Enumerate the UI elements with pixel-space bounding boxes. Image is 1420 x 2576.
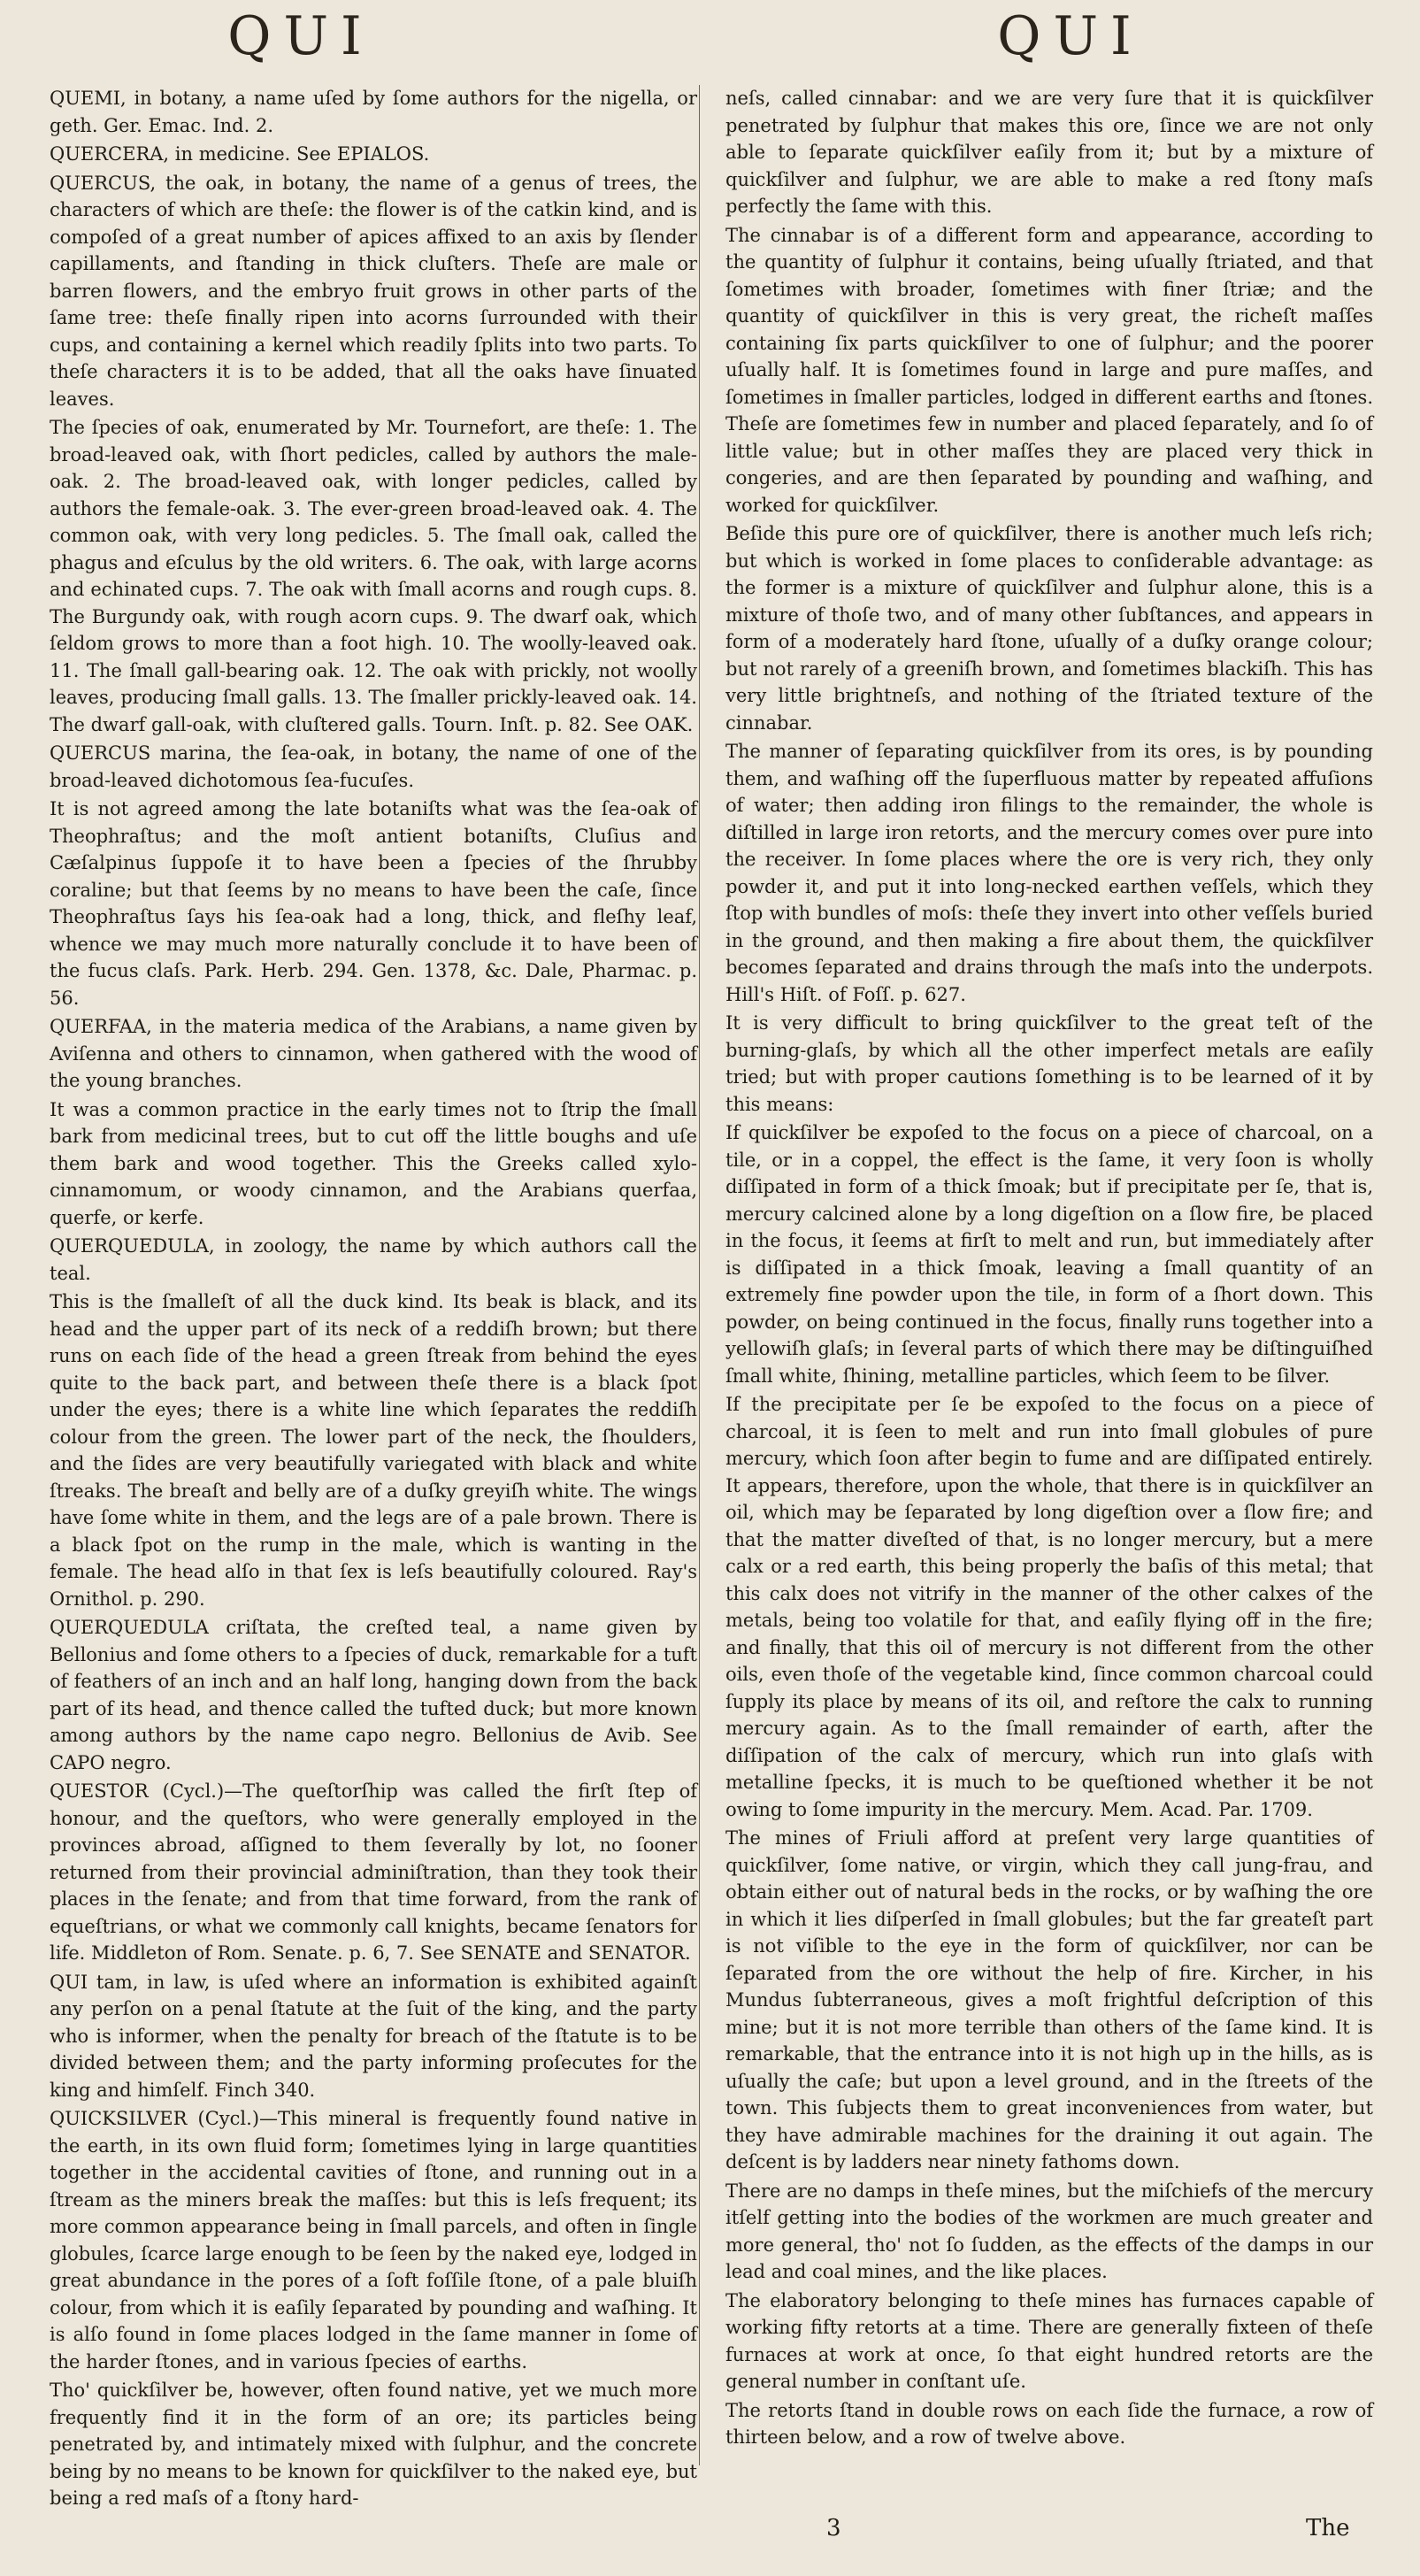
entry-querfaa: QUERFAA, in the materia medica of the Arabians, a name given by Aviſenna and others to cinnamon, when gathered with the wood of the young branches. bbox=[50, 1016, 697, 1091]
paragraph-separation: The manner of ſeparating quickſilver from its ores, is by pounding them, and waſhing off the ſuperfluous matter by repeated affuſions of water; then adding iron filings to the remainder, the whole is diſtilled in large iron retorts, and the mercury comes over pure into the receiver. In ſome places where the ore is very rich, they only powder it, and put it into long-necked earthen veſſels, which they ſtop with bundles of moſs: theſe they invert into other veſſels buried in the ground, and then making a fire about them, the quickſilver becomes ſeparated and drains through the maſs into the underpots. Hill's Hiſt. of Foſſ. p. 627. bbox=[725, 741, 1373, 1005]
right-column bbox=[725, 85, 1373, 2451]
paragraph-cinnabar: neſs, called cinnabar: and we are very ſure that it is quickſilver penetrated by ſulphur that makes this ore, ſince we are not only able to ſeparate quickſilver eaſily from it; but by a mixture of quickſilver and ſulphur, we are able to make a red ſtony maſs perfectly the ſame with this. bbox=[725, 88, 1373, 217]
entry-quercera: QUERCERA, in medicine. See EPIALOS. bbox=[50, 143, 430, 165]
paragraph-quicksilver-ore: Tho' quickſilver be, however, often found native, yet we much more frequently find it in the form of an ore; its particles being penetrated by, and intimately mixed with ſulphur, and the concrete being by no means to be known for quickſilver to the naked eye, but being a red maſs of a ſtony hard- bbox=[50, 2380, 697, 2509]
column-divider bbox=[699, 85, 700, 2465]
entry-quercus-marina: QUERCUS marina, the ſea-oak, in botany, the name of one of the broad-leaved dichotomous ſea-fucuſes. bbox=[50, 742, 697, 791]
paragraph-damps: There are no damps in theſe mines, but the miſchiefs of the mercury itſelf getting into the bodies of the workmen are much greater and more general, tho' not ſo ſudden, as the effects of the damps in our lead and coal mines, and the like places. bbox=[725, 2180, 1373, 2282]
catchword: The bbox=[1306, 2515, 1350, 2541]
paragraph-sea-oak: It is not agreed among the late botaniſts what was the ſea-oak of Theophraſtus; and the moſt antient botaniſts, Cluſius and Cæſalpinus ſuppoſe it to have been a ſpecies of the ſhrubby coraline; but that ſeems by no means to have been the caſe, ſince Theophraſtus ſays his ſea-oak had a long, thick, and fleſhy leaf, whence we may much more naturally conclude it to have been of the fucus claſs. Park. Herb. 294. Gen. 1378, &c. Dale, Pharmac. p. 56. bbox=[50, 798, 697, 1009]
entry-qui-tam: QUI tam, in law, is uſed where an information is exhibited againſt any perſon on a penal ſtatute at the ſuit of the king, and the party who is informer, when the penalty for breach of the ſtatute is to be divided between them; and the party informing proſecutes for the king and himſelf. Finch 340. bbox=[50, 1971, 697, 2101]
paragraph-retorts: The retorts ſtand in double rows on each ſide the furnace, a row of thirteen below, and a row of twelve above. bbox=[725, 2399, 1373, 2448]
paragraph-teal-description: This is the ſmalleſt of all the duck kind. Its beak is black, and its head and the upper part of its neck of a reddiſh brown; but there runs on each ſide of the head a green ſtreak from behind the eyes quite to the back part, and between theſe there is a black ſpot under the eyes; there is a white line which ſeparates the reddiſh colour from the green. The lower part of the neck, the ſhoulders, and the ſides are very beautifully variegated with black and white ſtreaks. The breaſt and belly are of a duſky greyiſh white. The wings have ſome white in them, and the legs are of a pale brown. There is a black ſpot on the rump in the male, which is wanting in the female. The head alſo in that ſex is leſs beautifully coloured. Ray's Ornithol. p. 290. bbox=[50, 1291, 697, 1610]
paragraph-elaboratory: The elaboratory belonging to theſe mines has furnaces capable of working fifty retorts at a time. There are generally fixteen of theſe furnaces at work at once, ſo that eight hundred retorts are the general number in conſtant uſe. bbox=[725, 2289, 1373, 2392]
paragraph-cinnamon-bark: It was a common practice in the early times not to ſtrip the ſmall bark from medicinal trees, but to cut off the little boughs and uſe them bark and wood together. This the Greeks called xylo-cinnamomum, or woody cinnamon, and the Arabians querfaa, querfe, or kerfe. bbox=[50, 1098, 697, 1228]
entry-querquedula: QUERQUEDULA, in zoology, the name by which authors call the teal. bbox=[50, 1235, 697, 1284]
entry-quemi: QUEMI, in botany, a name uſed by ſome authors for the nigella, or geth. Ger. Emac. Ind. 2. bbox=[50, 88, 697, 136]
entry-quercus: QUERCUS, the oak, in botany, the name of a genus of trees, the characters of which are theſe: the flower is of the catkin kind, and is compoſed of a great number of apices affixed to an axis by ſlender capillaments, and ſtanding in thick cluſters. Theſe are male or barren flowers, and the embryo fruit grows in other parts of the ſame tree: theſe finally ripen into acorns ſurrounded with their cups, and containing a kernel which readily ſplits into two parts. To theſe characters it is to be added, that all the oaks have ſinuated leaves. bbox=[50, 172, 697, 410]
paragraph-cinnabar-forms: The cinnabar is of a different form and appearance, according to the quantity of ſulphur it contains, being uſually ſtriated, and that ſometimes with broader, ſometimes with finer ſtriæ; and the quantity of quickſilver in this is very great, the richeſt maſſes containing ſix parts quickſilver to one of ſulphur; and the poorer uſually half. It is ſometimes found in large and pure maſſes, and ſometimes in ſmaller particles, lodged in different earths and ſtones. Theſe are ſometimes few in number and placed ſeparately, and ſo of little value; but in other maſſes they are placed very thick in congeries, and are then ſeparated by pounding and waſhing, and worked for quickſilver. bbox=[725, 224, 1373, 516]
entry-questor: QUESTOR (Cycl.)—The queſtorſhip was called the firſt ſtep of honour, and the queſtors, who were generally employed in the provinces abroad, aſſigned to them ſeverally by lot, no ſooner returned from their provincial adminiſtration, than they took their places in the ſenate; and from that time forward, from the rank of equeſtrians, or what we commonly call knights, became ſenators for life. Middleton of Rom. Senate. p. 6, 7. See SENATE and SENATOR. bbox=[50, 1780, 697, 1964]
paragraph-poorer-ore: Beſide this pure ore of quickſilver, there is another much leſs rich; but which is worked in ſome places to conſiderable advantage: as the former is a mixture of quickſilver and ſulphur alone, this is a mixture of thoſe two, and of many other ſubſtances, and appears in form of a moderately hard ſtone, uſually of a duſky orange colour; but not rarely of a greeniſh brown, and ſometimes blackiſh. This has very little brightneſs, and nothing of the ſtriated texture of the cinnabar. bbox=[725, 523, 1373, 734]
paragraph-oak-species: The ſpecies of oak, enumerated by Mr. Tournefort, are theſe: 1. The broad-leaved oak, with ſhort pedicles, called by authors the male-oak. 2. The broad-leaved oak, with longer pedicles, called by authors the female-oak. 3. The ever-green broad-leaved oak. 4. The common oak, with very long pedicles. 5. The ſmall oak, called the phagus and eſculus by the old writers. 6. The oak, with large acorns and echinated cups. 7. The oak with ſmall acorns and rough cups. 8. The Burgundy oak, with rough acorn cups. 9. The dwarf oak, which ſeldom grows to more than a foot high. 10. The woolly-leaved oak. 11. The ſmall gall-bearing oak. 12. The oak with prickly, not woolly leaves, producing ſmall galls. 13. The ſmaller prickly-leaved oak. 14. The dwarf gall-oak, with cluſtered galls. Tourn. Inſt. p. 82. See OAK. bbox=[50, 417, 697, 735]
entry-quicksilver: QUICKSILVER (Cycl.)—This mineral is frequently found native in the earth, in its own fluid form; ſometimes lying in large quantities together in the accidental cavities of ſtone, and running out in a ſtream as the miners break the maſſes: but this is leſs frequent; its more common appearance being in ſmall parcels, and often in ſingle globules, ſcarce large enough to be ſeen by the naked eye, lodged in great abundance in the pores of a ſoft foſſile ſtone, of a pale bluiſh colour, from which it is eaſily ſeparated by pounding and waſhing. It is alſo found in ſome places lodged in the ſame manner in ſome of the harder ſtones, and in various ſpecies of earths. bbox=[50, 2108, 697, 2372]
page-number: 3 bbox=[826, 2515, 841, 2541]
left-column bbox=[50, 85, 697, 2512]
paragraph-precipitate: If the precipitate per ſe be expoſed to the focus on a piece of charcoal, it is ſeen to melt and run into ſmall globules of pure mercury, which ſoon after begin to fume and are diſſipated entirely. It appears, therefore, upon the whole, that there is in quickſilver an oil, which may be ſeparated by long digeſtion over a ſlow fire; and that the matter diveſted of that, is no longer mercury, but a mere calx or a red earth, this being properly the baſis of this metal; that this calx does not vitrify in the manner of the other calxes of the metals, being too volatile for that, and eaſily flying off in the fire; and finally, that this oil of mercury is not different from the other oils, even thoſe of the vegetable kind, ſince common charcoal could ſupply its place by means of its oil, and reſtore the calx to running mercury again. As to the ſmall remainder of earth, after the diſſipation of the calx of mercury, which run into glaſs with metalline ſpecks, it is much to be queſtioned whether it be not owing to ſome impurity in the mercury. Mem. Acad. Par. 1709. bbox=[725, 1394, 1373, 1820]
paragraph-friuli-mines: The mines of Friuli afford at preſent very large quantities of quickſilver, ſome native, or virgin, which they call jung-frau, and obtain either out of natural beds in the rocks, or by waſhing the ore in which it lies diſperſed in ſmall globules; but the far greateſt part is not viſible to the eye in the form of quickſilver, nor can be ſeparated from the ore without the help of fire. Kircher, in his Mundus ſubterraneous, gives a moſt frightful deſcription of this mine; but it is not more terrible than others of the ſame kind. It is remarkable, that the entrance into it is not high up in the hills, as is uſually the caſe; but upon a level ground, and in the ſtreets of the town. This ſubjects them to great inconveniences from water, but they have admirable machines for the draining it out again. The deſcent is by ladders near ninety fathoms down. bbox=[725, 1827, 1373, 2172]
running-head-left: QUI bbox=[227, 5, 374, 67]
running-head-right: QUI bbox=[997, 5, 1144, 67]
entry-querquedula-cristata: QUERQUEDULA criſtata, the creſted teal, a name given by Bellonius and ſome others to a ſpecies of duck, remarkable for a tuft of feathers of an inch and an half long, hanging down from the back part of its head, and thence called the tufted duck; but more known among authors by the name capo negro. Bellonius de Avib. See CAPO negro. bbox=[50, 1617, 697, 1773]
paragraph-focus-charcoal: If quickſilver be expoſed to the focus on a piece of charcoal, on a tile, or in a coppel, the effect is the ſame, it very ſoon is wholly diſſipated in form of a thick ſmoak; but if precipitate per ſe, that is, mercury calcined alone by a long digeſtion on a ſlow fire, be placed in the focus, it ſeems at firſt to melt and run, but immediately after is diſſipated in a thick ſmoak, leaving a ſmall quantity of an extremely fine powder upon the tile, in form of a ſhort down. This powder, on being continued in the focus, finally runs together into a yellowiſh glaſs; in ſeveral parts of which there may be diſtinguiſhed ſmall white, ſhining, metalline particles, which ſeem to be ſilver. bbox=[725, 1122, 1373, 1387]
paragraph-burning-glass: It is very difficult to bring quickſilver to the great teſt of the burning-glaſs, by which all the other imperfect metals are eaſily tried; but with proper cautions ſomething is to be learned of it by this means: bbox=[725, 1012, 1373, 1115]
